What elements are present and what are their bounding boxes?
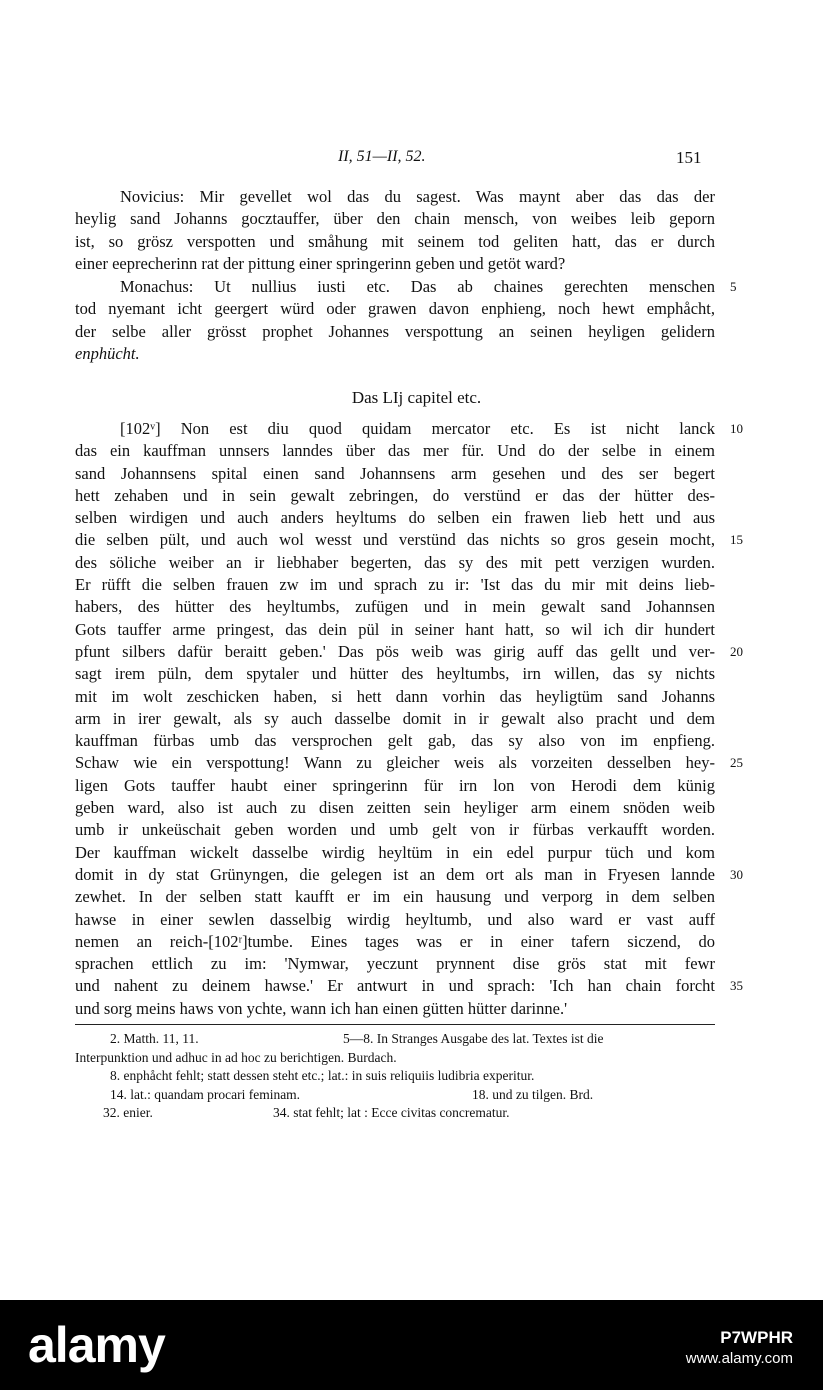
- footnote-line: [75, 1104, 735, 1123]
- line-number: 10: [730, 421, 743, 436]
- text-line: nemen an reich-[102ʳ]tumbe. Eines tages was er in einer tafern siczend, do: [75, 931, 715, 951]
- running-head: [0, 148, 823, 172]
- footnote: 32. enier.: [103, 1105, 153, 1120]
- line-number: 5: [730, 279, 737, 294]
- text-line: und sorg meins haws von ychte, wann ich han einen gütten hütter darinne.': [75, 998, 568, 1018]
- alamy-logo: alamy: [28, 1317, 165, 1373]
- footnote: Interpunktion und adhuc in ad hoc zu berichtigen. Burdach.: [75, 1049, 397, 1065]
- text-line: [75, 864, 743, 886]
- text-line: tod nyemant icht geergert würd oder grawen davon enphieng, noch hewt emphåcht,: [75, 299, 715, 319]
- text-span: Schaw wie ein verspottung! Wann zu gleicher weis als vorzeiten desselben hey-: [75, 753, 715, 773]
- line-number: 30: [730, 866, 743, 882]
- text-span: die selben pült, und auch wol wesst und verstünd das nichts so gros gesein mocht,: [75, 530, 715, 550]
- footnote-line: [75, 1049, 735, 1068]
- text-line: habers, des hütter des heyltumbs, zufügen und in mein gewalt sand Johannsen: [75, 597, 715, 617]
- footnote-line: [75, 1030, 735, 1049]
- line-number: 15: [730, 532, 743, 548]
- text-line: hawse in einer sewlen dasselbig wirdig heyltumb, und also ward er vast auff: [75, 909, 715, 929]
- text-line: Er rüfft die selben frauen zw im und sprach zu ir: 'Ist das du mir mit deins lieb-: [75, 575, 715, 595]
- stock-banner: [0, 1300, 823, 1390]
- line-number: 20: [730, 643, 743, 659]
- text-span: Monachus: Ut nullius iusti etc. Das ab chaines gerechten menschen: [120, 277, 715, 296]
- footnote-line: [75, 1086, 735, 1105]
- text-line: Novicius: Mir gevellet wol das du sagest. Was maynt aber das das der: [120, 187, 715, 206]
- text-line: [75, 529, 743, 551]
- footnotes: [75, 1030, 735, 1123]
- footnote: 5—8. In Stranges Ausgabe des lat. Textes ist die: [343, 1031, 604, 1046]
- text-span: domit in dy stat Grünyngen, die gelegen ist an dem ort als man in Fryesen lannde: [75, 864, 715, 884]
- text-line: sagt irem püln, dem spytaler und hütter des heyltumbs, irn willen, das sy nichts: [75, 664, 715, 684]
- text-line: das ein kauffman unnsers lanndes über das mer für. Und do der selbe in einem: [75, 441, 715, 461]
- text-span: pfunt silbers dafür beraitt geben.' Das pös weib was girig auff das gellt und ver-: [75, 641, 715, 661]
- text-line: hett zehaben und in sein gewalt zebringen, do verstünd er das der hütter des-: [75, 485, 715, 505]
- text-line: [75, 975, 743, 997]
- text-line: enphücht.: [75, 343, 140, 363]
- text-line: [75, 752, 743, 774]
- footnote-rule: [75, 1024, 715, 1025]
- paragraph-monachus: [75, 276, 737, 365]
- text-line: ist, so grösz verspotten und småhung mit seinem tod geliten hatt, das er durch: [75, 231, 715, 251]
- text-line: selben wirdigen und auch anders heyltums do selben ein frawen lieb hett und aus: [75, 508, 715, 528]
- text-line: zewhet. In der selben statt kaufft er im ein hausung und verporg in dem selben: [75, 887, 715, 907]
- banner-url: www.alamy.com: [685, 1350, 793, 1367]
- paragraph-novicius: [75, 186, 715, 275]
- running-head-title: II, 51—II, 52.: [338, 148, 426, 165]
- footnote: 14. lat.: quandam procari feminam.: [110, 1086, 301, 1102]
- footnote: 18. und zu tilgen. Brd.: [472, 1086, 594, 1102]
- footnote: 34. stat fehlt; lat : Ecce civitas concrematur.: [273, 1105, 510, 1120]
- text-line: einer eeprecherinn rat der pittung einer springerinn geben und getöt ward?: [75, 253, 566, 273]
- text-line: sprachen ettlich zu im: 'Nymwar, yeczunt prynnent dise grös stat mit fewr: [75, 954, 715, 974]
- text-line: der selbe aller grösst prophet Johannes verspottung an seinen heyligen gelidern: [75, 321, 715, 341]
- text-line: umb ir unkeüschait geben worden und umb gelt von ir fürbas verkaufft worden.: [75, 820, 715, 840]
- text-line: Gots tauffer arme pringest, das dein pül in seiner hant hatt, so wil ich dir hundert: [75, 619, 715, 639]
- text-line: geben ward, also ist auch zu disen zeitten sein heyliger arm einem snöden weib: [75, 798, 715, 818]
- page-number: 151: [676, 148, 702, 167]
- text-line: Der kauffman wickelt dasselbe wirdig heyltüm in ein edel purpur tüch und kom: [75, 842, 715, 862]
- image-code: P7WPHR: [720, 1328, 793, 1347]
- text-line: arm in irer gewalt, als sy auch dasselbe domit in ir gewalt also pracht und dem: [75, 708, 715, 728]
- banner-info: [686, 1328, 793, 1367]
- line-number: 35: [730, 978, 743, 994]
- footnote-line: [75, 1067, 735, 1086]
- text-line: kauffman fürbas umb das versprochen gelt gab, das sy also von im enpfieng.: [75, 731, 715, 751]
- chapter-body: [75, 418, 743, 1020]
- line-number: 25: [730, 755, 743, 771]
- text-line: sand Johannsens spital einen sand Johannsens arm gesehen und des ser begert: [75, 463, 715, 483]
- text-span: und nahent zu deinem hawse.' Er antwurt in und sprach: 'Ich han chain forcht: [75, 976, 715, 996]
- text-span: [102ᵛ] Non est diu quod quidam mercator etc. Es ist nicht lanck: [120, 419, 715, 438]
- text-line: mit im wolt zeschicken haben, si hett dann vorhin das heyligtüm sand Johanns: [75, 686, 715, 706]
- text-line: des söliche weiber an ir liebhaber begerten, das sy des mit pett verzigen wurden.: [75, 552, 715, 572]
- text-line: heylig sand Johanns gocztauffer, über den chain mensch, von weibes leib geporn: [75, 209, 715, 229]
- text-line: [75, 641, 743, 663]
- text-line: [75, 276, 737, 298]
- text-line: [75, 418, 743, 440]
- footnote: 2. Matth. 11, 11.: [110, 1031, 199, 1046]
- text-line: ligen Gots tauffer haubt einer springerinn für irn lon von Herodi dem künig: [75, 775, 715, 795]
- chapter-heading: Das LIj capitel etc.: [351, 388, 482, 407]
- footnote: 8. enphåcht fehlt; statt dessen steht etc.; lat.: in suis reliquiis ludibria experitur.: [110, 1068, 535, 1083]
